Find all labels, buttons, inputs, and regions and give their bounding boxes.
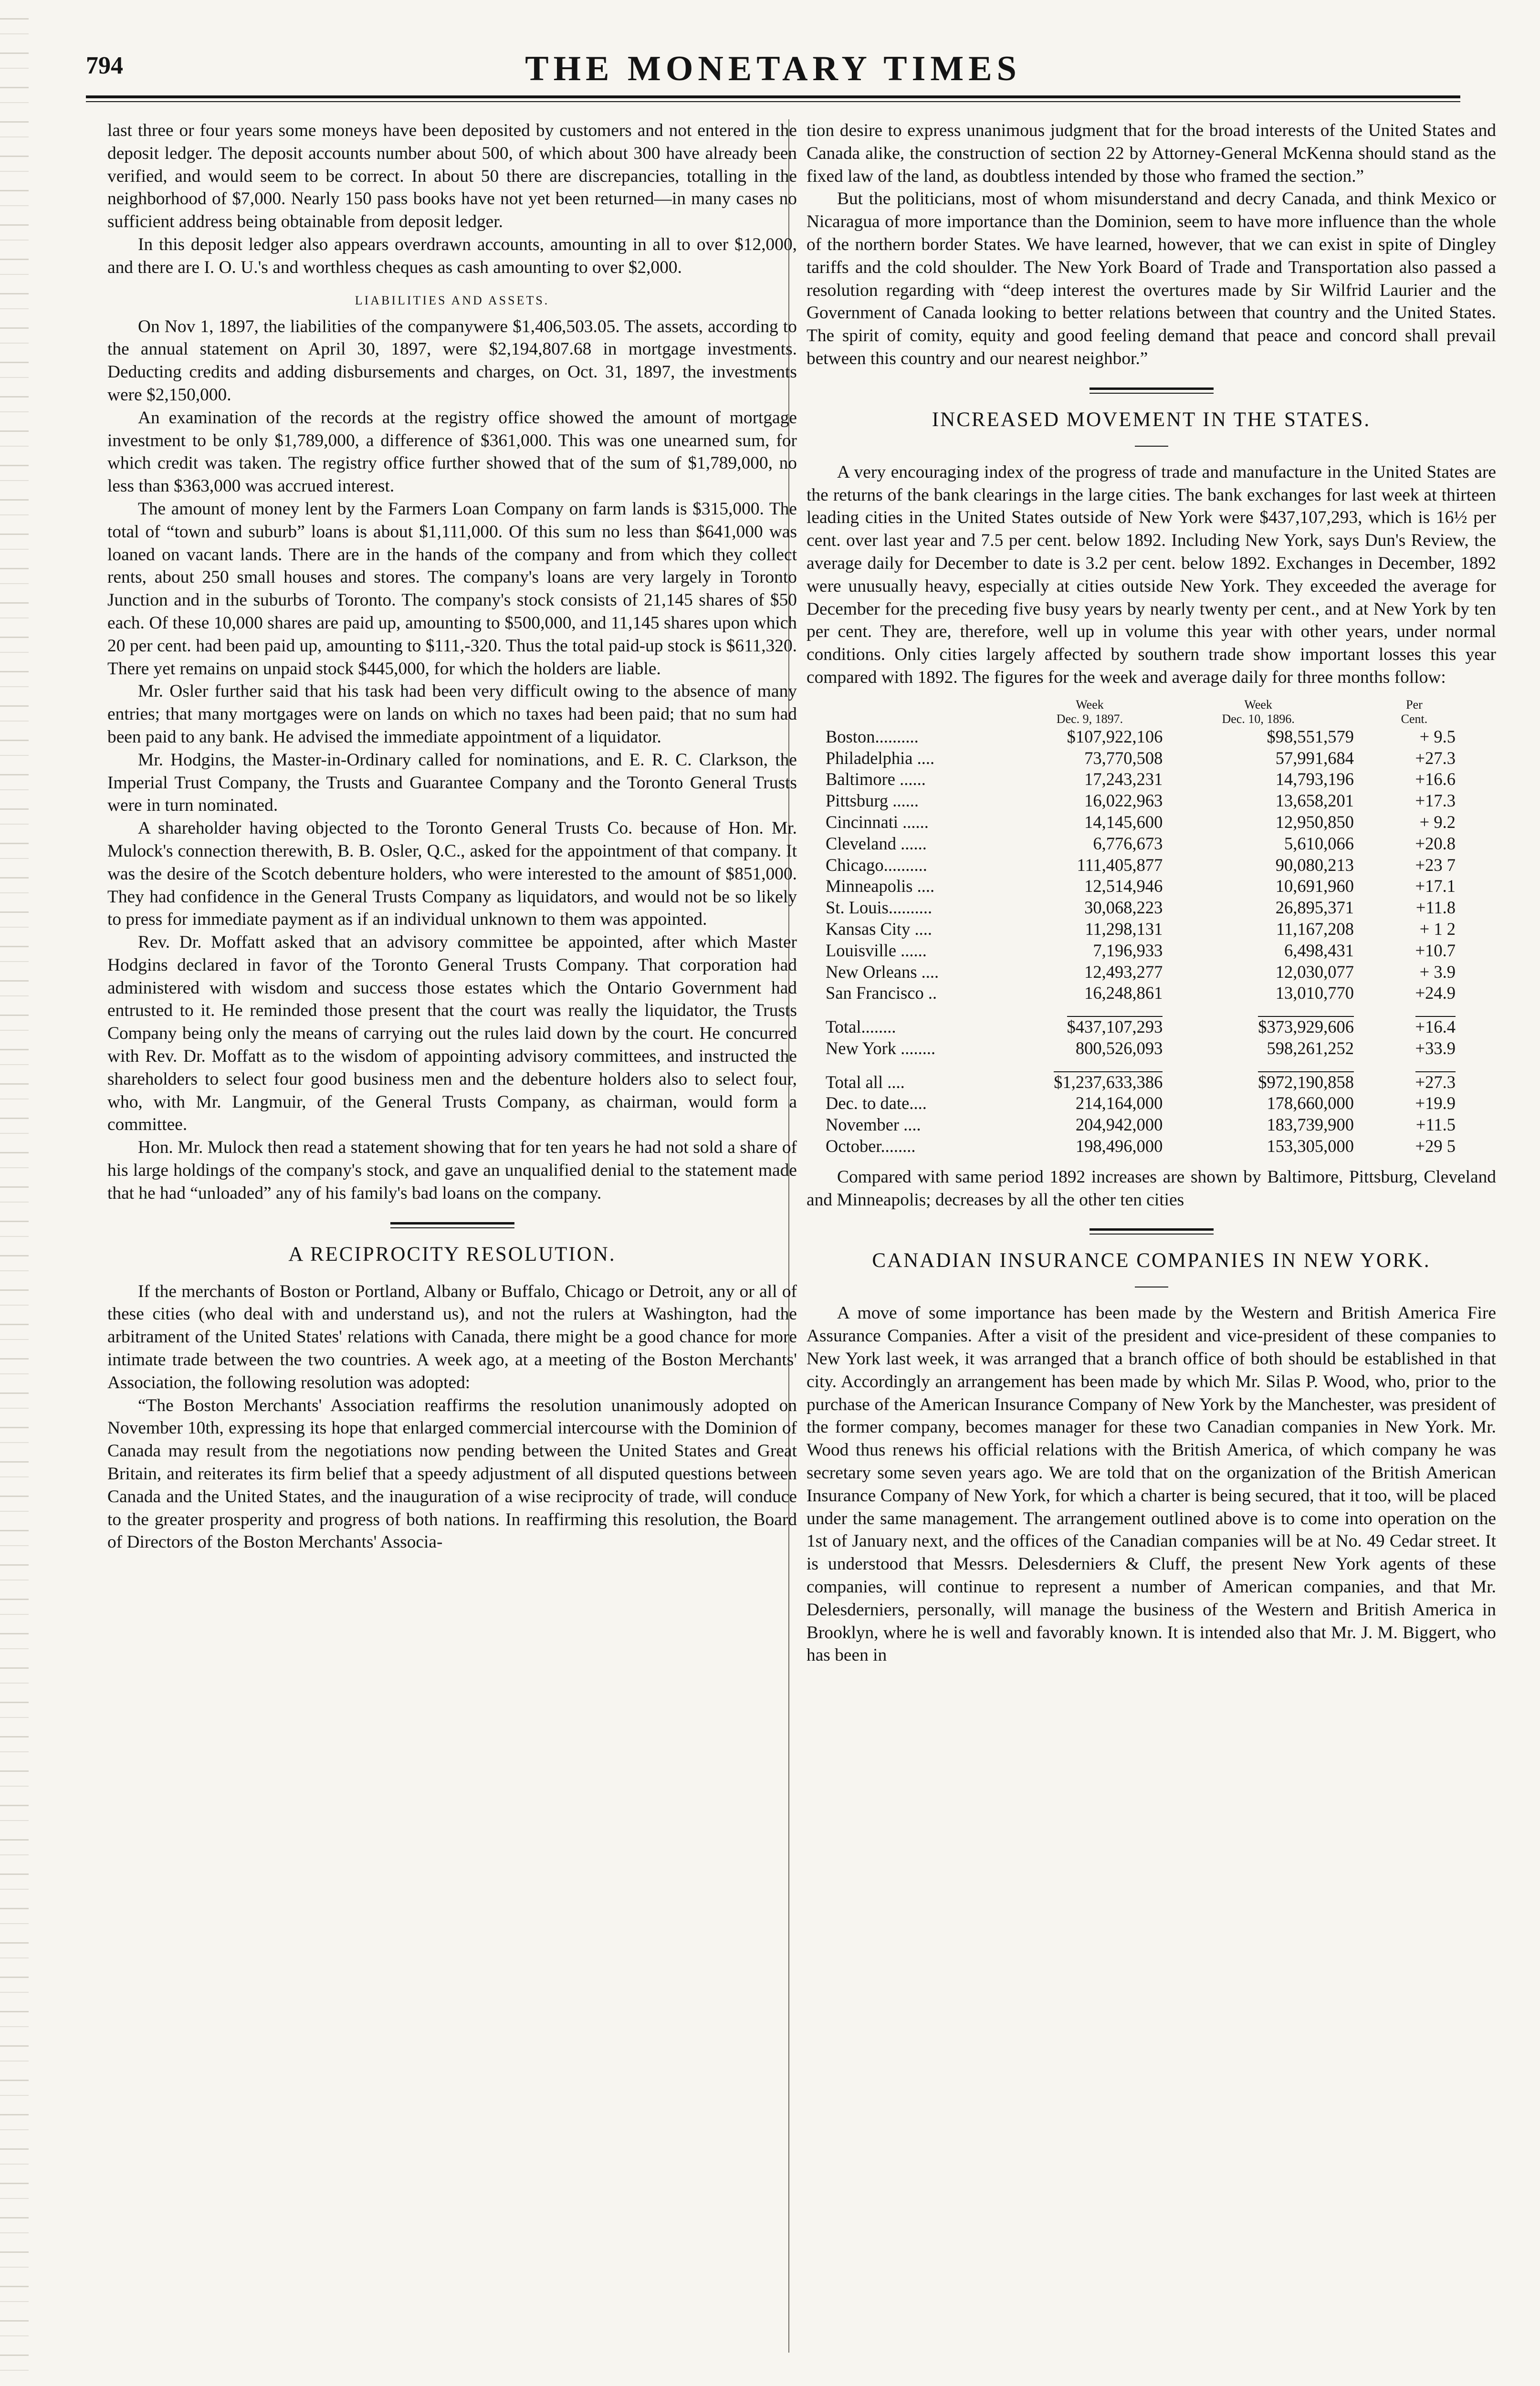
paragraph: A move of some importance has been made by the Western and British America Fire Assurance Companies. After a visit of the president and vice-president of these companies to New York last week, it was arranged that a branch office of both should be established in that city. Accordingly an arrangement has been made by which Mr. Silas P. Wood, who, prior to the purchase of the American Insurance Company of New York by the Manchester, was president of the former company, becomes manager for these two Canadian companies in New York. Mr. Wood thus renews his official relations with the British America, of which company he was secretary some seven years ago. We are told that on the organization of the British American Insurance Company of New York, for which a charter is being secured, that it too, will be placed under the same management. The arrangement outlined above is to come into operation on the 1st of January next, and the offices of the Canadian companies will be at No. 49 Cedar street. It is understood that Messrs. Delesderniers & Cluff, the present New York agents of these companies, will continue to represent a number of American companies, and that Mr. Delesderniers, personally, will manage the business of the Western and British America in Brooklyn, where he is well and favorably known. It is intended also that Mr. J. M. Biggert, who has been in xyxy=(807,1303,1496,1665)
paragraph: In this deposit ledger also appears overdrawn accounts, amounting in all to over $12,000, and there are I. O. U.'s and worthless cheques as cash amounting to over $2,000. xyxy=(107,234,797,277)
week-1897-cell: 198,496,000 xyxy=(1075,1136,1163,1156)
week-1896-cell: 90,080,213 xyxy=(1275,855,1354,875)
per-cent-cell: +29 5 xyxy=(1415,1136,1456,1156)
table-row xyxy=(826,855,1475,876)
page-header xyxy=(86,49,1518,104)
per-cent-cell: +20.8 xyxy=(1415,833,1456,853)
week-1897-cell: 73,770,508 xyxy=(1084,748,1163,768)
table-row xyxy=(826,919,1475,940)
week-1896-cell: 10,691,960 xyxy=(1275,876,1354,896)
header-rule-thin xyxy=(86,101,1460,102)
title-underline xyxy=(1135,446,1168,447)
header-rule xyxy=(86,95,1460,98)
paragraph: A shareholder having objected to the Toronto General Trusts Co. because of Hon. Mr. Mulock's connection therewith, B. B. Osler, Q.C., asked for the appointment of that company. It was the desire of the Scotch debenture holders, who were interested to the amount of $851,000. They had confidence in the General Trusts Company as liquidators, and would not be so likely to press for immediate payment as if an individual unknown to them was appointed. xyxy=(107,818,797,930)
table-row xyxy=(826,983,1475,1004)
paragraph: last three or four years some moneys have been deposited by customers and not entered in the deposit ledger. The deposit accounts number about 500, of which about 300 have already been verified, and would seem to be correct. In about 50 there are discrepancies, totalling in the neighborhood of $7,000. Nearly 150 pass books have not yet been returned—in many cases no sufficient address being obtainable from deposit ledger. xyxy=(107,121,797,232)
week-1897-cell: 12,514,946 xyxy=(1084,876,1163,896)
city-cell: New York ........ xyxy=(826,1038,936,1058)
bank-clearings-table xyxy=(826,698,1475,1157)
week-1896-cell: 598,261,252 xyxy=(1267,1038,1354,1058)
left-column xyxy=(107,119,797,2362)
table-row xyxy=(826,1004,1475,1038)
per-cent-cell: +27.3 xyxy=(1415,1072,1456,1092)
week-1896-cell: 13,010,770 xyxy=(1275,983,1354,1003)
table-row xyxy=(826,1093,1475,1114)
per-cent-cell: +17.1 xyxy=(1415,876,1456,896)
city-cell: Dec. to date.... xyxy=(826,1093,927,1113)
per-cent-cell: +11.5 xyxy=(1415,1115,1456,1135)
week-1897-cell: 11,298,131 xyxy=(1085,919,1163,939)
week-1896-cell: 14,793,196 xyxy=(1275,769,1354,789)
paragraph: A very encouraging index of the progress of trade and manufacture in the United States are the returns of the bank clearings in the large cities. The bank exchanges for last week at thirteen leading cities in the United States outside of New York were $437,107,293, which is 16½ per cent. over last year and 7.5 per cent. below 1892. Including New York, says Dun's Review, the average daily for December to date is 3.2 per cent. below 1892. Exchanges in December, 1892 were unusually heavy, especially at cities outside New York. They exceeded the average for December for the preceding five busy years by nearly twenty per cent., and at New York by ten per cent. They are, therefore, well up in volume this year with other years, under normal conditions. Only cities largely affected by southern trade show important losses this year compared with 1892. The figures for the week and average daily for three months follow: xyxy=(807,462,1496,687)
city-cell: Philadelphia .... xyxy=(826,748,935,768)
table-row xyxy=(826,790,1475,812)
header-week-1896: Week Dec. 10, 1896. xyxy=(1222,697,1295,726)
week-1897-cell: 214,164,000 xyxy=(1075,1093,1163,1113)
per-cent-cell: +16.4 xyxy=(1415,1017,1456,1037)
subheading-liabilities: LIABILITIES AND ASSETS. xyxy=(355,293,550,307)
table-row xyxy=(826,940,1475,962)
city-cell: Baltimore ...... xyxy=(826,769,926,789)
week-1897-cell: 111,405,877 xyxy=(1077,855,1163,875)
paragraph: An examination of the records at the registry office showed the amount of mortgage investment to be only $1,789,000, a difference of $361,000. This was one unearned sum, for which credit was taken. The registry office further showed that of the sum of $1,789,000, no less than $363,000 was accrued interest. xyxy=(107,408,797,496)
paragraph: Mr. Hodgins, the Master-in-Ordinary called for nominations, and E. R. C. Clarkson, the Imperial Trust Company, the Trusts and Guarantee Company and the Toronto General Trusts were in turn nominated. xyxy=(107,750,797,816)
paragraph: The amount of money lent by the Farmers Loan Company on farm lands is $315,000. The total of “town and suburb” loans is about $1,111,000. Of this sum no less than $641,000 was loaned on vacant lands. There are in the hands of the company and from which they collect rents, about 250 small houses and stores. The company's loans are very largely in Toronto Junction and in the suburbs of Toronto. The company's stock consists of 21,145 shares of $50 each. Of these 10,000 shares are paid up, amounting to $500,000, and 11,145 shares upon which 20 per cent. had been paid up, amounting to $111,-320. Thus the total paid-up stock is $611,320. There yet remains on unpaid stock $445,000, for which the holders are liable. xyxy=(107,499,797,679)
per-cent-cell: +11.8 xyxy=(1415,898,1456,918)
week-1896-cell: $373,929,606 xyxy=(1258,1017,1354,1037)
per-cent-cell: +27.3 xyxy=(1415,748,1456,768)
paragraph: Rev. Dr. Moffatt asked that an advisory committee be appointed, after which Master Hodgins declared in favor of the Toronto General Trusts Company. That corporation had administered with wisdom and success those estates which the Ontario Government had entrusted to it. He reminded those present that the court was really the liquidator, the Trusts Company being only the means of carrying out the rules laid down by the court. He concurred with Rev. Dr. Moffatt as to the wisdom of appointing advisory committees, and instructed the shareholders to select four good business men and the debenture holders also to select four, who, with Mr. Langmuir, of the General Trusts Company, as chairman, would form a committee. xyxy=(107,932,797,1135)
paragraph: Mr. Osler further said that his task had been very difficult owing to the absence of many entries; that many mortgages were on lands on which no taxes had been paid; that no sum had been paid to any bank. He advised the immediate appointment of a liquidator. xyxy=(107,681,797,747)
city-cell: Kansas City .... xyxy=(826,919,932,939)
header-week-1897: Week Dec. 9, 1897. xyxy=(1056,697,1123,726)
week-1896-cell: 178,660,000 xyxy=(1267,1093,1354,1113)
table-row xyxy=(826,769,1475,790)
per-cent-cell: + 9.2 xyxy=(1419,812,1456,832)
table-row xyxy=(826,962,1475,983)
table-row xyxy=(826,897,1475,919)
table-row xyxy=(826,833,1475,855)
week-1897-cell: 17,243,231 xyxy=(1084,769,1163,789)
table-row xyxy=(826,748,1475,769)
table-row xyxy=(826,1059,1475,1093)
week-1896-cell: 13,658,201 xyxy=(1275,791,1354,811)
week-1897-cell: 16,248,861 xyxy=(1084,983,1163,1003)
week-1896-cell: 11,167,208 xyxy=(1276,919,1354,939)
journal-title: THE MONETARY TIMES xyxy=(525,49,1021,88)
per-cent-cell: +24.9 xyxy=(1415,983,1456,1003)
section-title-movement: INCREASED MOVEMENT IN THE STATES. xyxy=(932,408,1371,431)
city-cell: Louisville ...... xyxy=(826,940,927,960)
per-cent-cell: + 9.5 xyxy=(1419,726,1456,746)
section-separator xyxy=(1090,387,1214,394)
table-row xyxy=(826,812,1475,833)
paragraph: But the politicians, most of whom misunderstand and decry Canada, and think Mexico or Nicaragua of more importance than the Dominion, seem to have more influence than the whole of the northern border States. We have learned, however, that we can exist in spite of Dingley tariffs and the cold shoulder. The New York Board of Trade and Transportation also passed a resolution regarding with “deep interest the overtures made by Sir Wilfrid Laurier and the Government of Canada looking to better relations between that country and the United States. The spirit of comity, equity and good feeling demand that peace and concord shall prevail between this country and our nearest neighbor.” xyxy=(807,189,1496,368)
week-1896-cell: 12,030,077 xyxy=(1275,962,1354,982)
paragraph: Compared with same period 1892 increases are shown by Baltimore, Pittsburg, Cleveland and Minneapolis; decreases by all the other ten cities xyxy=(807,1167,1496,1210)
city-cell: New Orleans .... xyxy=(826,962,939,982)
paragraph: On Nov 1, 1897, the liabilities of the companywere $1,406,503.05. The assets, according to the annual statement on April 30, 1897, were $2,194,807.68 in mortgage investments. Deducting credits and adding disbursements and charges, on Oct. 31, 1897, the investments were $2,150,000. xyxy=(107,316,797,405)
per-cent-cell: +10.7 xyxy=(1415,940,1456,960)
right-column xyxy=(807,119,1496,2362)
city-cell: Cincinnati ...... xyxy=(826,812,929,832)
city-cell: Pittsburg ...... xyxy=(826,791,919,811)
week-1897-cell: $1,237,633,386 xyxy=(1054,1072,1163,1092)
table-row xyxy=(826,726,1475,748)
week-1896-cell: 12,950,850 xyxy=(1275,812,1354,832)
per-cent-cell: +16.6 xyxy=(1415,769,1456,789)
page-number: 794 xyxy=(86,52,123,79)
table-row xyxy=(826,1114,1475,1136)
city-cell: St. Louis.......... xyxy=(826,898,932,918)
week-1897-cell: 204,942,000 xyxy=(1075,1115,1163,1135)
week-1896-cell: $98,551,579 xyxy=(1267,726,1354,746)
week-1897-cell: 16,022,963 xyxy=(1084,791,1163,811)
city-cell: Minneapolis .... xyxy=(826,876,935,896)
week-1896-cell: 183,739,900 xyxy=(1267,1115,1354,1135)
week-1896-cell: 26,895,371 xyxy=(1275,898,1354,918)
city-cell: Total........ xyxy=(826,1017,896,1037)
week-1897-cell: 14,145,600 xyxy=(1084,812,1163,832)
scan-edge xyxy=(0,0,29,2386)
paragraph: If the merchants of Boston or Portland, Albany or Buffalo, Chicago or Detroit, any or all of these cities (who deal with and understand us), and not the rulers at Washington, had the arbitrament of the United States' relations with Canada, there might be a good chance for more intimate trade between the two countries. A week ago, at a meeting of the Boston Merchants' Association, the following resolution was adopted: xyxy=(107,1281,797,1392)
paragraph: tion desire to express unanimous judgment that for the broad interests of the United States and Canada alike, the construction of section 22 by Attorney-General McKenna should stand as the fixed law of the land, as doubtless intended by those who framed the section.” xyxy=(807,121,1496,186)
quoted-resolution: “The Boston Merchants' Association reaffirms the resolution unanimously adopted on November 10th, expressing its hope that enlarged commercial intercourse with the Dominion of Canada may result from the negotiations now pending between the United States and Great Britain, and reiterates its firm belief that a speedy adjustment of all disputed questions between Canada and the United States, and the inauguration of a wise reciprocity of trade, will conduce to the greater prosperity and progress of both nations. In reaffirming this resolution, the Board of Directors of the Boston Merchants' Associa- xyxy=(107,1395,797,1552)
per-cent-cell: + 3.9 xyxy=(1419,962,1456,982)
table-row xyxy=(826,876,1475,897)
city-cell: Boston.......... xyxy=(826,726,919,746)
table-row xyxy=(826,1136,1475,1157)
week-1897-cell: 7,196,933 xyxy=(1093,940,1163,960)
week-1897-cell: 800,526,093 xyxy=(1075,1038,1163,1058)
week-1897-cell: 12,493,277 xyxy=(1084,962,1163,982)
section-separator xyxy=(1090,1228,1214,1235)
paragraph: Hon. Mr. Mulock then read a statement showing that for ten years he had not sold a share of his large holdings of the company's stock, and gave an unqualified denial to the statement made that he had “unloaded” any of his family's bad loans on the company. xyxy=(107,1138,797,1203)
week-1897-cell: 6,776,673 xyxy=(1093,833,1163,853)
week-1897-cell: $107,922,106 xyxy=(1067,726,1163,746)
week-1896-cell: $972,190,858 xyxy=(1258,1072,1354,1092)
week-1896-cell: 6,498,431 xyxy=(1284,940,1354,960)
week-1896-cell: 153,305,000 xyxy=(1267,1136,1354,1156)
per-cent-cell: +33.9 xyxy=(1415,1038,1456,1058)
city-cell: November .... xyxy=(826,1115,921,1135)
section-separator xyxy=(390,1222,514,1228)
section-title-reciprocity: A RECIPROCITY RESOLUTION. xyxy=(288,1243,616,1266)
section-title-insurance: CANADIAN INSURANCE COMPANIES IN NEW YORK. xyxy=(872,1249,1431,1272)
city-cell: October........ xyxy=(826,1136,916,1156)
city-cell: San Francisco .. xyxy=(826,983,937,1003)
city-cell: Cleveland ...... xyxy=(826,833,927,853)
week-1896-cell: 57,991,684 xyxy=(1275,748,1354,768)
week-1897-cell: $437,107,293 xyxy=(1067,1017,1163,1037)
week-1897-cell: 30,068,223 xyxy=(1084,898,1163,918)
per-cent-cell: +23 7 xyxy=(1415,855,1456,875)
per-cent-cell: +19.9 xyxy=(1415,1093,1456,1113)
header-per-cent: Per Cent. xyxy=(1401,697,1428,726)
table-row xyxy=(826,1038,1475,1059)
week-1896-cell: 5,610,066 xyxy=(1284,833,1354,853)
per-cent-cell: +17.3 xyxy=(1415,791,1456,811)
city-cell: Chicago.......... xyxy=(826,855,927,875)
per-cent-cell: + 1 2 xyxy=(1419,919,1456,939)
city-cell: Total all .... xyxy=(826,1072,905,1092)
